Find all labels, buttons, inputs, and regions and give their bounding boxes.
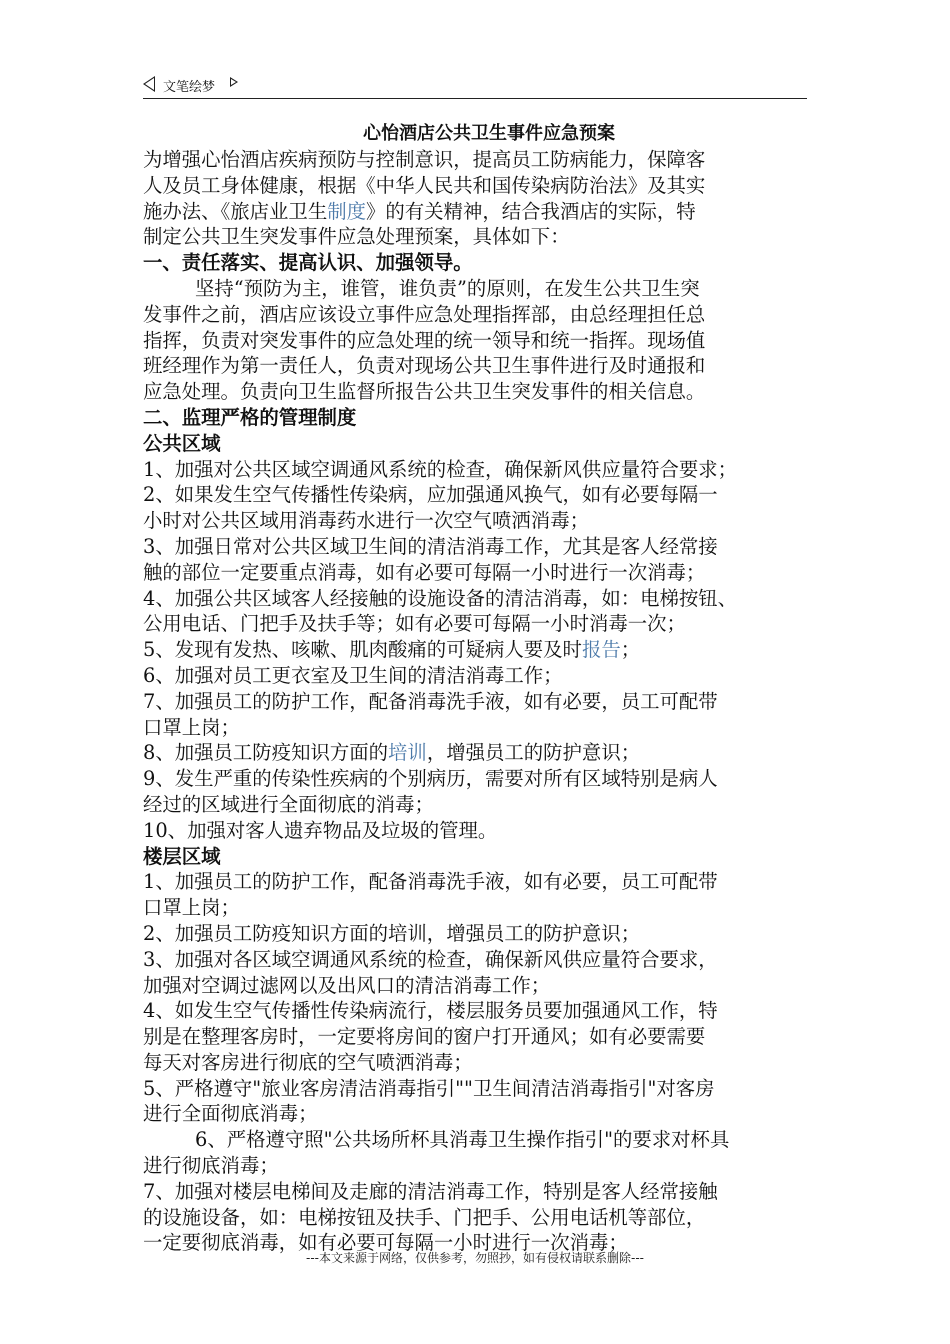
floor-line: 进行全面彻底消毒； — [143, 1102, 318, 1126]
triangle-left-icon — [143, 76, 155, 92]
floor-line: 每天对客房进行彻底的空气喷洒消毒； — [143, 1050, 473, 1074]
document-title: 心怡酒店公共卫生事件应急预案 — [363, 123, 615, 144]
header-brand: 文笔绘梦 — [163, 80, 216, 95]
section1-line: 应急处理。负责向卫生监督所报告公共卫生突发事件的相关信息。 — [143, 380, 706, 404]
public-line: 2、如果发生空气传播性传染病，应加强通风换气，如有必要每隔一 — [143, 483, 718, 507]
floor-line: 1、加强员工的防护工作，配备消毒洗手液，如有必要，员工可配带 — [143, 870, 718, 894]
public-area-heading: 公共区域 — [143, 431, 221, 455]
link-peixun[interactable]: 培训 — [388, 741, 427, 765]
public-line: 5、发现有发热、咳嗽、肌肉酸痛的可疑病人要及时报告； — [143, 638, 641, 662]
public-line: 口罩上岗； — [143, 715, 240, 739]
floor-line: 4、如发生空气传播性传染病流行，楼层服务员要加强通风工作，特 — [143, 999, 718, 1023]
page-header — [143, 74, 807, 98]
link-zhidu[interactable]: 制度 — [327, 199, 366, 223]
intro-line: 人及员工身体健康，根据《中华人民共和国传染病防治法》及其实 — [143, 173, 706, 197]
floor-area-heading: 楼层区域 — [143, 844, 221, 868]
page-footer: ---本文来源于网络，仅供参考，勿照抄，如有侵权请联系删除--- — [306, 1251, 644, 1265]
section1-heading: 一、责任落实、提高认识、加强领导。 — [143, 251, 473, 275]
section1-line: 发事件之前，酒店应该设立事件应急处理指挥部，由总经理担任总 — [143, 302, 706, 326]
floor-line: 加强对空调过滤网以及出风口的清洁消毒工作； — [143, 973, 551, 997]
floor-line: 一定要彻底消毒，如有必要可每隔一小时进行一次消毒； — [143, 1231, 628, 1255]
header-divider — [143, 98, 807, 99]
floor-line: 口罩上岗； — [143, 896, 240, 920]
public-line: 10、加强对客人遗弃物品及垃圾的管理。 — [143, 818, 498, 842]
floor-line: 进行彻底消毒； — [143, 1154, 279, 1178]
section2-heading: 二、监理严格的管理制度 — [143, 405, 357, 429]
public-line: 6、加强对员工更衣室及卫生间的清洁消毒工作； — [143, 663, 563, 687]
triangle-right-icon — [230, 77, 238, 87]
public-line: 3、加强日常对公共区域卫生间的清洁消毒工作，尤其是客人经常接 — [143, 534, 718, 558]
public-line: 1、加强对公共区域空调通风系统的检查，确保新风供应量符合要求； — [143, 457, 738, 481]
public-line: 4、加强公共区域客人经接触的设施设备的清洁消毒，如：电梯按钮、 — [143, 586, 738, 610]
intro-line: 制定公共卫生突发事件应急处理预案，具体如下： — [143, 225, 570, 249]
public-line: 8、加强员工防疫知识方面的培训，增强员工的防护意识； — [143, 741, 641, 765]
public-line: 9、发生严重的传染性疾病的个别病历，需要对所有区域特别是病人 — [143, 767, 718, 791]
public-line: 7、加强员工的防护工作，配备消毒洗手液，如有必要，员工可配带 — [143, 689, 718, 713]
floor-line: 3、加强对各区域空调通风系统的检查，确保新风供应量符合要求， — [143, 947, 718, 971]
document-body — [143, 121, 815, 1256]
public-line: 小时对公共区域用消毒药水进行一次空气喷洒消毒； — [143, 509, 589, 533]
public-line: 触的部位一定要重点消毒，如有必要可每隔一小时进行一次消毒； — [143, 560, 706, 584]
section1-line: 班经理作为第一责任人，负责对现场公共卫生事件进行及时通报和 — [143, 354, 706, 378]
link-baogao[interactable]: 报告 — [581, 638, 621, 662]
section1-line: 坚持“预防为主，谁管，谁负责”的原则，在发生公共卫生突 — [195, 276, 700, 300]
floor-line: 2、加强员工防疫知识方面的培训，增强员工的防护意识； — [143, 921, 641, 945]
floor-line: 别是在整理客房时，一定要将房间的窗户打开通风；如有必要需要 — [143, 1025, 706, 1049]
section1-line: 指挥，负责对突发事件的应急处理的统一领导和统一指挥。现场值 — [143, 328, 706, 352]
intro-line: 施办法、《旅店业卫生制度》的有关精神，结合我酒店的实际，特 — [143, 199, 696, 223]
floor-line: 5、严格遵守"旅业客房清洁消毒指引""卫生间清洁消毒指引"对客房 — [143, 1076, 715, 1100]
floor-line: 6、严格遵守照"公共场所杯具消毒卫生操作指引"的要求对杯具 — [195, 1128, 730, 1152]
intro-line: 为增强心怡酒店疾病预防与控制意识，提高员工防病能力，保障客 — [143, 148, 706, 171]
floor-line: 7、加强对楼层电梯间及走廊的清洁消毒工作，特别是客人经常接触 — [143, 1179, 718, 1203]
floor-line: 的设施设备，如：电梯按钮及扶手、门把手、公用电话机等部位， — [143, 1205, 706, 1229]
public-line: 经过的区域进行全面彻底的消毒； — [143, 792, 434, 816]
public-line: 公用电话、门把手及扶手等；如有必要可每隔一小时消毒一次； — [143, 612, 686, 636]
